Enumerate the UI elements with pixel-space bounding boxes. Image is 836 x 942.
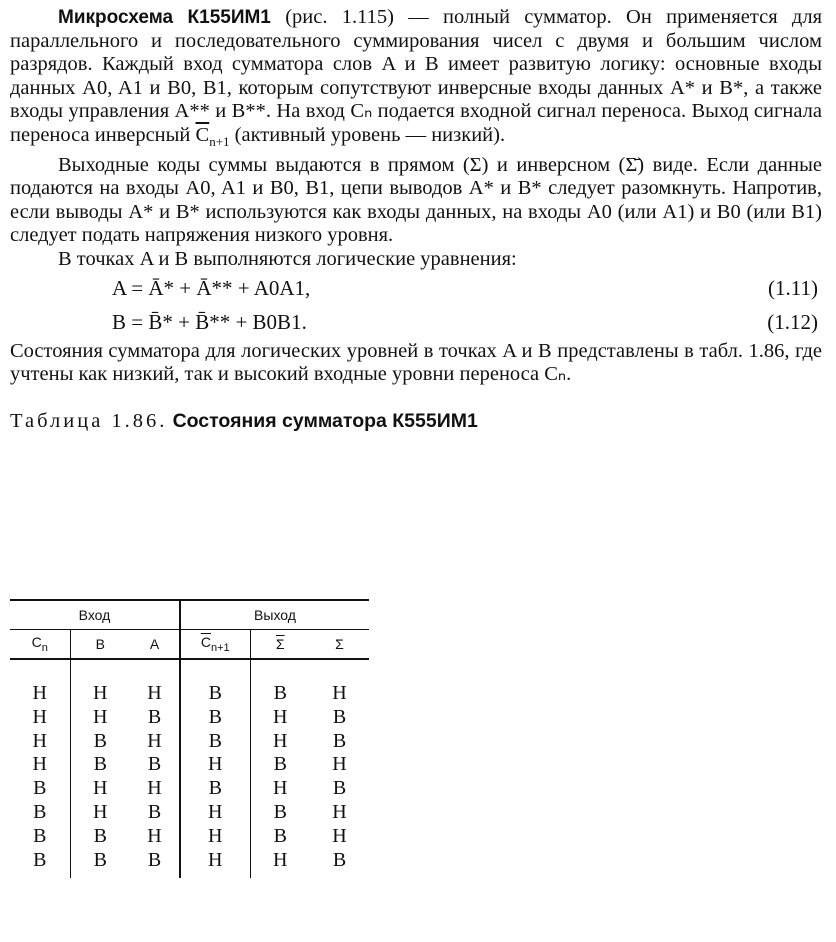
table-row (10, 849, 369, 879)
table-cell: Н (332, 824, 347, 847)
table-cell: В (332, 777, 347, 800)
table-caption (10, 409, 822, 433)
table-cell: Н (180, 753, 250, 777)
table-cell: Н (332, 800, 347, 823)
table-cell: Н (70, 777, 130, 801)
table-cell: В (33, 777, 47, 800)
table-cell: В (70, 849, 130, 879)
equation-1-11-number: (1.11) (768, 276, 818, 301)
table-cell: Н (180, 801, 250, 825)
table-cell: Н (32, 682, 47, 704)
carry-out-subscript: n+1 (209, 134, 230, 150)
table-cell: Н (250, 849, 310, 879)
table-cell: В (147, 800, 162, 823)
table-row (10, 730, 369, 754)
table-cell: В (250, 801, 310, 825)
paragraph-2: Выходные коды суммы выдаются в прямом (Σ) и инверсном (Σ̄) виде. Если данные подаются на входы A0, A1 и B0, B1, цепи выводов A* и B* следует разомкнуть. Напротив, если выводы A* и B* используются как входы данных, на входы A0 (или A1) и B0 (или B1) следует подать напряжения низкого уровня. (10, 153, 822, 247)
table-cell: В (33, 800, 47, 823)
table-caption-title: Состояния сумматора К555ИМ1 (172, 409, 478, 432)
table-cell: Н (147, 729, 162, 752)
table-body (10, 659, 369, 878)
table-cell: Н (250, 730, 310, 754)
table-cell: В (70, 730, 130, 754)
table-row (10, 801, 369, 825)
col-header-sigma: Σ (310, 630, 369, 660)
adder-states-table (10, 599, 369, 878)
table-cell: В (180, 730, 250, 754)
table-cell: В (332, 729, 347, 752)
table-cell: В (250, 682, 310, 706)
col-header-b: B (70, 630, 130, 660)
table-row (10, 753, 369, 777)
table-cell: Н (70, 682, 130, 706)
paragraph-1-body: (рис. 1.115) — полный сумматор. Он применяется для параллельного и последовательного суммирования чисел с двумя и большим числом разрядов. Каждый вход сумматора слов A и B имеет развитую логику: основные входы данных A0, A1 и B0, B1, которым сопутствуют инверсные входы данных A* и B*, а также входы управления A** и B**. На вход Cₙ подается входной сигнал переноса. Выход сигнала переноса инверсный (10, 6, 823, 146)
table-cell: В (180, 706, 250, 730)
paragraph-1 (10, 6, 822, 154)
table-cell: В (332, 705, 347, 728)
equation-1-12-formula: B = B̄* + B̄** + B0B1. (112, 310, 307, 335)
paragraph-1-end: (активный уровень — низкий). (229, 123, 506, 146)
equation-1-11-formula: A = Ā* + Ā** + A0A1, (112, 276, 311, 301)
table-cell: Н (147, 824, 162, 847)
table-cell: В (250, 753, 310, 777)
table-cell: В (147, 705, 162, 728)
paragraph-3: В точках A и B выполняются логические уравнения: (58, 248, 517, 271)
table-cell: Н (32, 729, 47, 752)
table-cell: Н (250, 777, 310, 801)
table-cell: В (180, 682, 250, 706)
carry-out-symbol: $\overline{C}$ (195, 123, 210, 146)
group-header-output: Выход (180, 600, 369, 630)
table-cell: Н (332, 753, 347, 776)
col-header-sigma-inv: $\overline{\Sigma}$ (250, 630, 310, 660)
table-cell: В (33, 848, 47, 871)
table-cell: Н (332, 682, 347, 704)
group-header-input: Вход (10, 600, 180, 630)
col-header-cn: $C_n$ (10, 630, 70, 660)
paragraph-4: Состояния сумматора для логических уровней в точках A и B представлены в табл. 1.86, где учтены как низкий, так и высокий входные уровни переноса Cₙ. (10, 339, 822, 386)
table-row (10, 682, 369, 706)
table-cell: Н (32, 753, 47, 776)
page (10, 6, 823, 871)
table-cell: В (70, 753, 130, 777)
table-row (10, 825, 369, 849)
table-cell: Н (147, 682, 162, 704)
table-row (10, 706, 369, 730)
table-cell: Н (147, 777, 162, 800)
table-cell: В (147, 753, 162, 776)
table-cell: Н (250, 706, 310, 730)
col-header-a: A (130, 630, 180, 660)
table-cell: В (250, 825, 310, 849)
equation-1-12 (10, 306, 822, 340)
table-cell: Н (70, 801, 130, 825)
table-cell: Н (180, 825, 250, 849)
table-cell: В (70, 825, 130, 849)
table-cell: Н (180, 849, 250, 879)
table-cell: В (147, 848, 162, 871)
equation-1-12-number: (1.12) (767, 310, 818, 335)
table-cell: В (33, 824, 47, 847)
col-header-cn1: $\overline{C}_{n+1}$ (180, 630, 250, 660)
table-row (10, 777, 369, 801)
table-cell: Н (70, 706, 130, 730)
table-cell: В (180, 777, 250, 801)
equation-1-11 (10, 272, 822, 306)
table-caption-label: Таблица 1.86. (10, 409, 168, 432)
chip-name: Микросхема К155ИМ1 (58, 7, 271, 28)
table-cell: В (332, 848, 347, 871)
table-cell: Н (32, 705, 47, 728)
